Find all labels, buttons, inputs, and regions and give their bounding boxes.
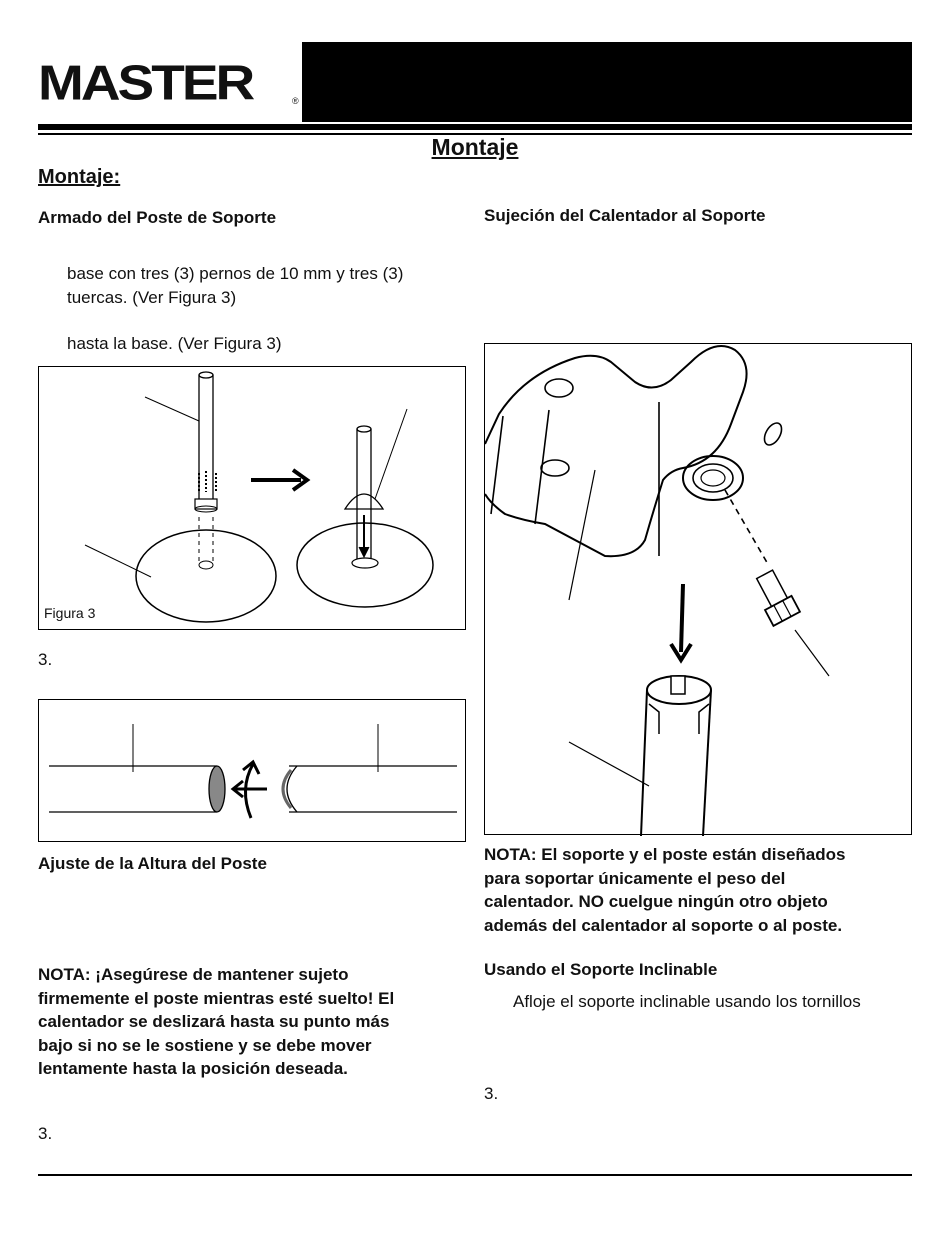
note-right-line: NOTA: El soporte y el poste están diseñados — [484, 845, 846, 864]
pole-assembly-heading: Armado del Poste de Soporte — [38, 208, 277, 227]
header-bar — [302, 42, 912, 122]
note-right — [484, 843, 845, 937]
figure-3 — [38, 366, 466, 630]
note-right-line: para soportar únicamente el peso del — [484, 868, 786, 888]
note-right-line: calentador. NO cuelgue ningún otro objeto — [484, 892, 828, 911]
figure-pole-adjust — [38, 699, 466, 842]
section-title: Montaje: — [38, 166, 121, 188]
step-3-left-a: 3. — [38, 650, 53, 669]
pole-step-line1: base con tres (3) pernos de 10 mm y tres (3) — [67, 264, 404, 283]
note-right-line: además del calentador al soporte o al poste. — [484, 915, 843, 935]
note-left — [38, 963, 394, 1081]
note-left-line: NOTA: ¡Asegúrese de mantener sujeto — [38, 965, 349, 984]
registered-mark: ® — [292, 96, 299, 106]
note-left-line: calentador se deslizará hasta su punto más — [38, 1012, 390, 1031]
figure-3-drawing — [39, 367, 467, 631]
header-rule — [38, 124, 912, 130]
step-3-right: 3. — [484, 1084, 499, 1103]
figure-bracket — [484, 343, 912, 835]
page-title: Montaje — [431, 134, 519, 160]
pole-adjust-drawing — [39, 700, 467, 843]
pole-step-line2: tuercas. (Ver Figura 3) — [67, 288, 237, 307]
note-left-line: bajo si no se le sostiene y se debe mover — [38, 1035, 372, 1055]
note-left-line: lentamente hasta la posición deseada. — [38, 1059, 348, 1078]
note-left-line: firmemente el poste mientras esté suelto! El — [38, 988, 395, 1008]
pole-step2: hasta la base. (Ver Figura 3) — [67, 334, 282, 353]
bracket-drawing — [485, 344, 913, 836]
figure-3-caption: Figura 3 — [44, 605, 96, 621]
tilt-text: Afloje el soporte inclinable usando los tornillos — [513, 992, 861, 1011]
footer-rule — [38, 1174, 912, 1176]
height-adjust-heading: Ajuste de la Altura del Poste — [38, 854, 267, 873]
step-3-left-b: 3. — [38, 1124, 53, 1143]
attach-heading: Sujeción del Calentador al Soporte — [484, 206, 766, 225]
tilt-heading: Usando el Soporte Inclinable — [484, 960, 718, 979]
master-logo: MASTER — [38, 54, 253, 111]
